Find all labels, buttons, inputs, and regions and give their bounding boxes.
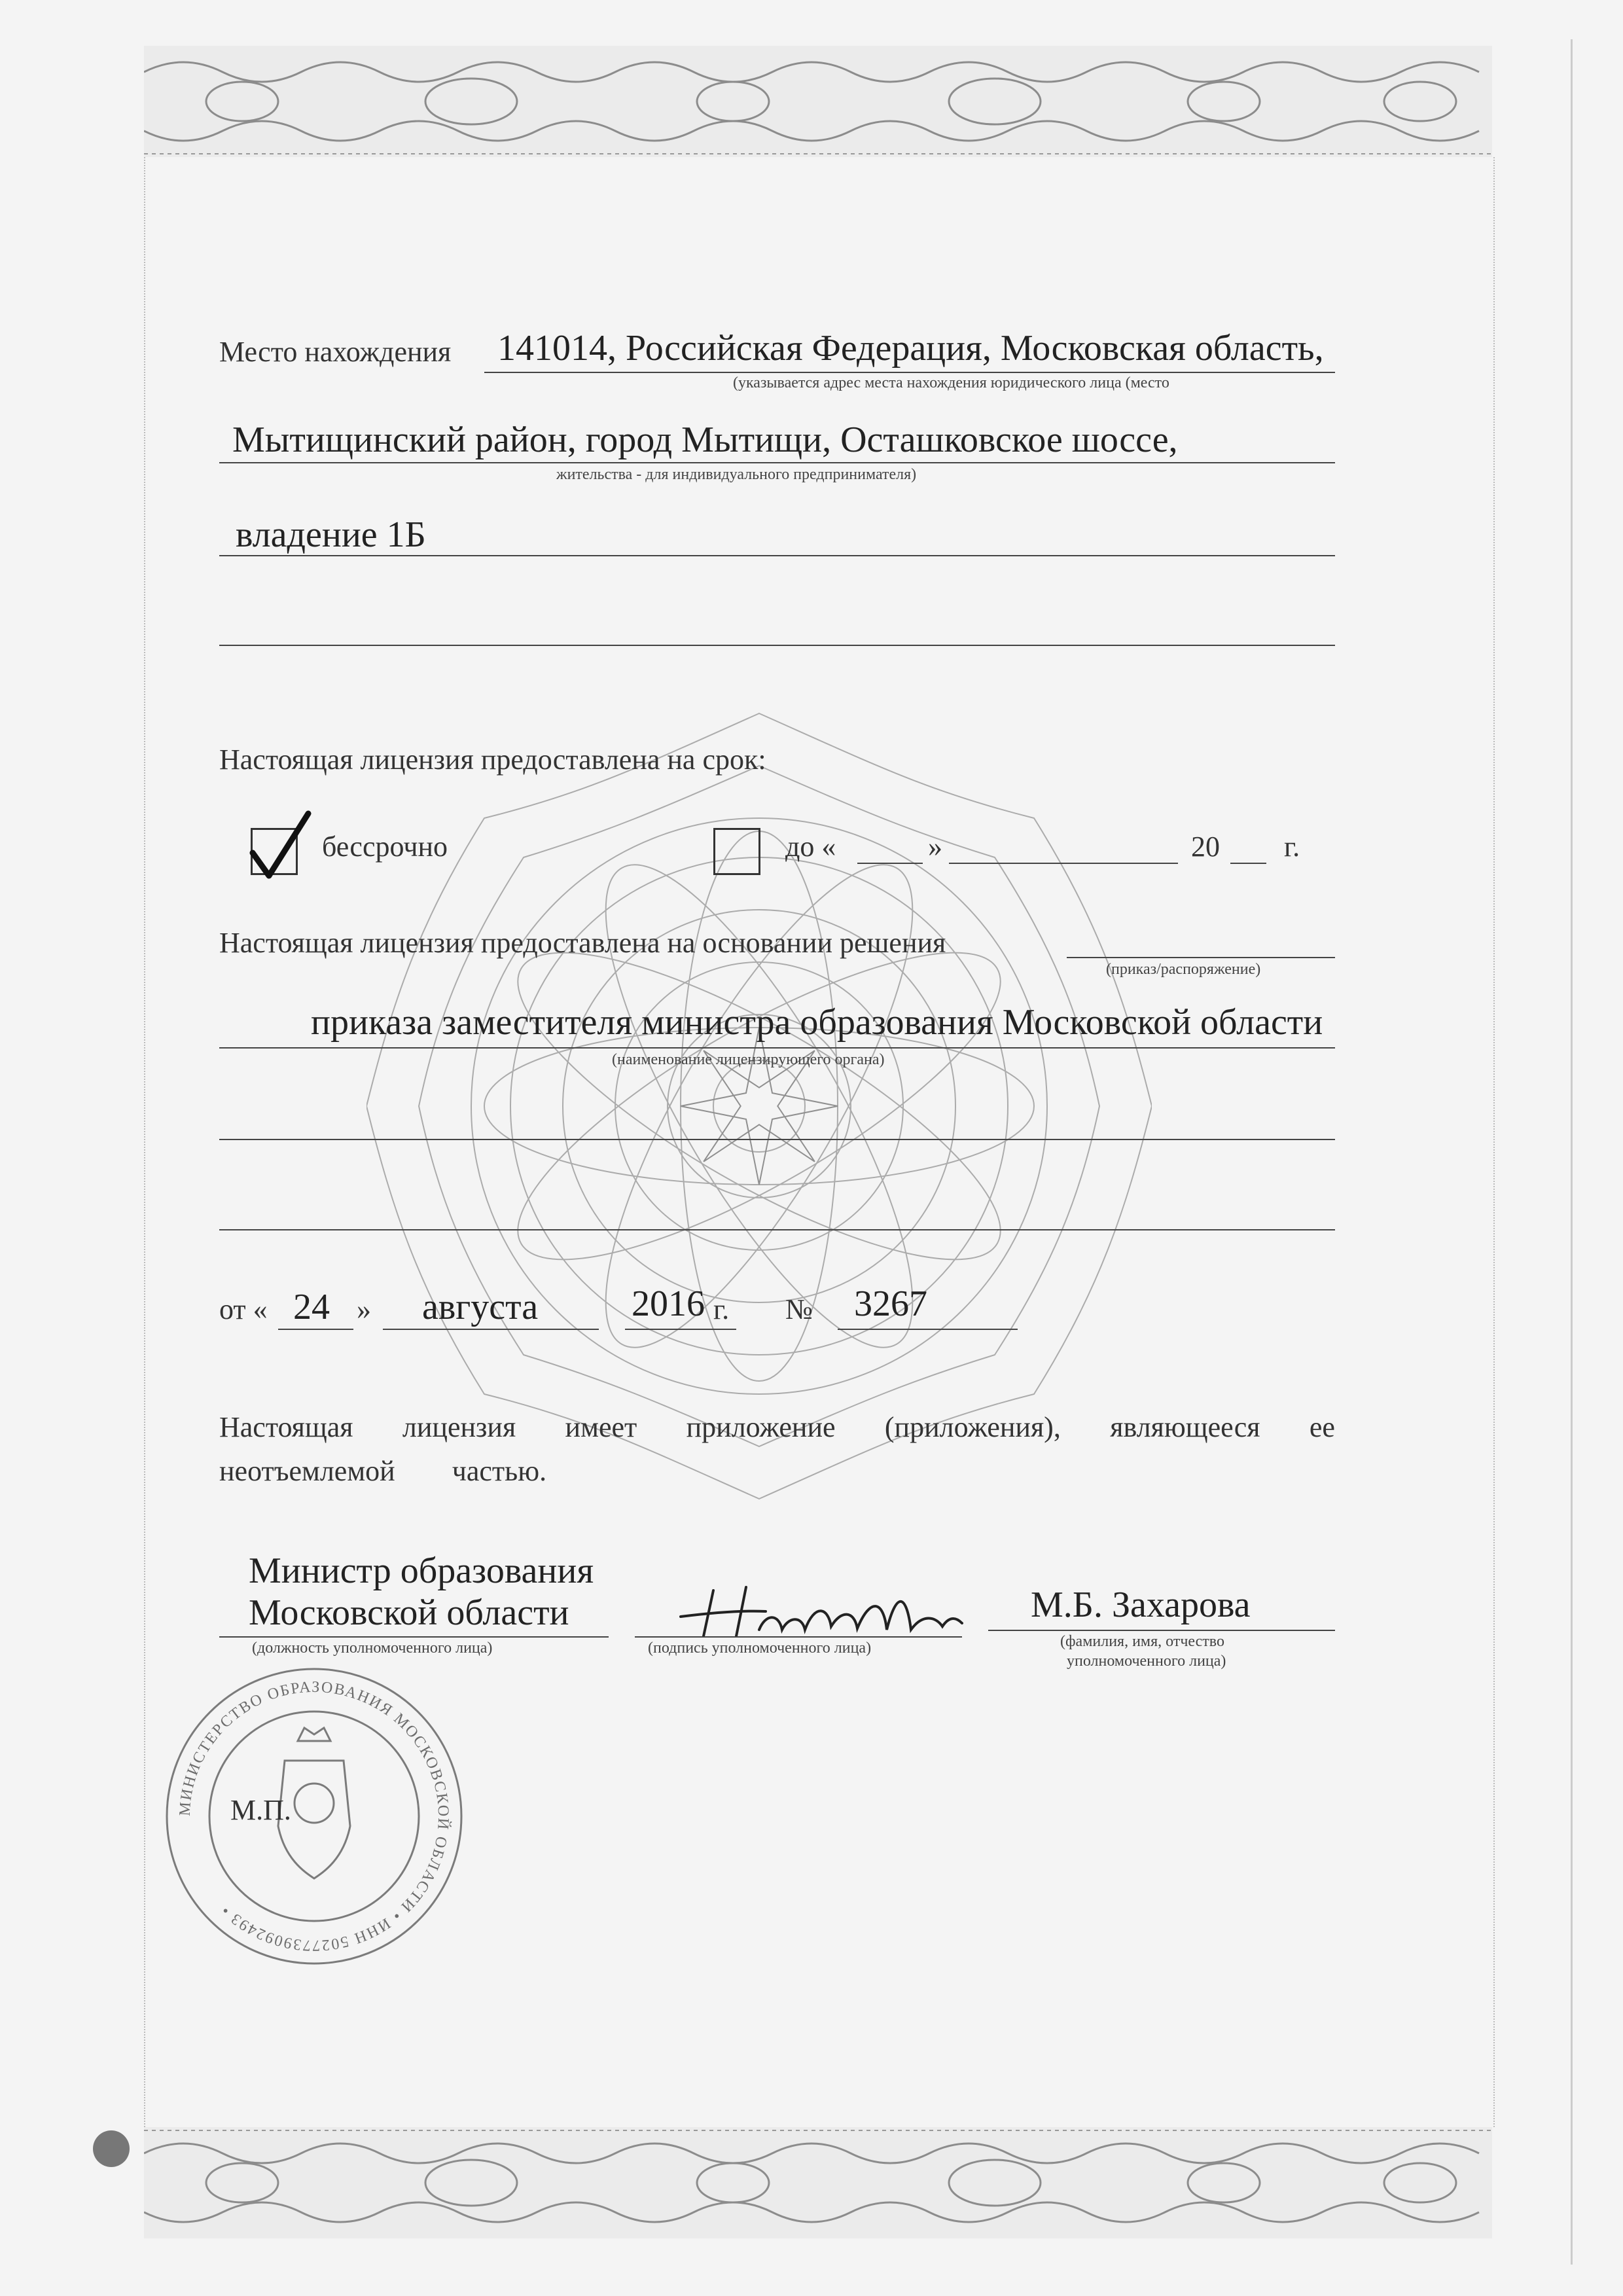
- year-suffix: г.: [1284, 831, 1300, 863]
- position-rule: [219, 1636, 609, 1638]
- scan-edge: [1571, 39, 1573, 2265]
- seal-ring-text: МИНИСТЕРСТВО ОБРАЗОВАНИЯ МОСКОВСКОЙ ОБЛАСТИ • ИНН 5027739092493 •: [176, 1678, 452, 1954]
- until-month-rule: [949, 863, 1178, 864]
- decision-day-rule: [278, 1329, 353, 1330]
- decision-year-suffix: г.: [713, 1293, 730, 1325]
- basis-title: Настоящая лицензия предоставлена на основании решения: [219, 927, 946, 959]
- signatory-position-line-1: Министр образования: [249, 1551, 594, 1591]
- appendix-word: являющееся: [1110, 1411, 1260, 1443]
- checkmark-icon: [246, 810, 312, 882]
- address-line-3: владение 1Б: [236, 514, 426, 555]
- address-blank-rule: [219, 645, 1335, 646]
- year-prefix: 20: [1191, 831, 1220, 863]
- svg-text:МИНИСТЕРСТВО ОБРАЗОВАНИЯ МОСКО: [177, 1679, 452, 1954]
- name-rule: [988, 1630, 1335, 1631]
- appendix-line-2: [219, 1454, 546, 1488]
- term-title: Настоящая лицензия предоставлена на срок:: [219, 744, 766, 776]
- signatory-name: М.Б. Захарова: [1031, 1585, 1251, 1625]
- decision-number: 3267: [854, 1283, 927, 1324]
- decision-month-rule: [383, 1329, 599, 1330]
- appendix-word: имеет: [565, 1411, 637, 1443]
- until-year-rule: [1230, 863, 1266, 864]
- hole-punch-mark: [93, 2130, 130, 2167]
- basis-blank-rule-1: [219, 1139, 1335, 1140]
- appendix-line-1: [219, 1410, 1335, 1444]
- indefinite-label: бессрочно: [322, 831, 448, 863]
- decision-from-label: от «: [219, 1293, 268, 1325]
- official-seal-icon: [160, 1662, 468, 1970]
- decision-quote-close: »: [357, 1293, 371, 1325]
- guilloche-rosette: [366, 681, 1152, 1532]
- appendix-word: неотъемлемой: [219, 1455, 395, 1487]
- licensing-organ-rule: [219, 1047, 1335, 1049]
- name-caption-2: уполномоченного лица): [1067, 1653, 1226, 1670]
- position-caption: (должность уполномоченного лица): [252, 1640, 493, 1657]
- appendix-word: ее: [1309, 1411, 1335, 1443]
- address-line-1-rule: [484, 372, 1335, 373]
- address-line-1: 141014, Российская Федерация, Московская область,: [497, 328, 1324, 368]
- basis-blank-rule-2: [219, 1229, 1335, 1230]
- decision-year-rule: [625, 1329, 736, 1330]
- ornament-border-top: [144, 46, 1492, 157]
- signatory-position-line-2: Московской области: [249, 1592, 569, 1633]
- decision-month: августа: [422, 1287, 539, 1327]
- basis-order-rule: [1067, 957, 1335, 958]
- appendix-word: Настоящая: [219, 1411, 353, 1443]
- decision-number-label: №: [785, 1293, 813, 1325]
- address-line-2: Мытищинский район, город Мытищи, Осташковское шоссе,: [232, 420, 1178, 460]
- decision-year: 2016: [632, 1283, 705, 1324]
- appendix-word: приложение: [686, 1411, 836, 1443]
- name-caption-1: (фамилия, имя, отчество: [1060, 1633, 1224, 1650]
- address-line-2-rule: [219, 462, 1335, 463]
- decision-number-rule: [838, 1329, 1018, 1330]
- decision-day: 24: [293, 1287, 330, 1327]
- address-line-3-rule: [219, 555, 1335, 556]
- address-label: Место нахождения: [219, 336, 452, 368]
- until-label: до «: [785, 831, 836, 863]
- signature-rule: [635, 1636, 962, 1638]
- signature-caption: (подпись уполномоченного лица): [648, 1640, 872, 1657]
- basis-caption-order: (приказ/распоряжение): [1106, 961, 1261, 978]
- licensing-organ: приказа заместителя министра образования Московской области: [311, 1002, 1323, 1043]
- seal-mp-label: М.П.: [230, 1794, 291, 1826]
- ornament-border-bottom: [144, 2127, 1492, 2238]
- licensing-organ-caption: (наименование лицензирующего органа): [612, 1051, 885, 1068]
- appendix-word: (приложения),: [884, 1411, 1061, 1443]
- address-caption-1: (указывается адрес места нахождения юридического лица (место: [733, 374, 1169, 391]
- appendix-word: частью.: [452, 1455, 547, 1487]
- address-caption-2: жительства - для индивидуального предпринимателя): [556, 466, 917, 483]
- until-quote-close: »: [928, 831, 942, 863]
- appendix-word: лицензия: [402, 1411, 516, 1443]
- indefinite-checkbox[interactable]: [251, 828, 298, 875]
- until-day-rule: [857, 863, 923, 864]
- until-checkbox[interactable]: [713, 828, 760, 875]
